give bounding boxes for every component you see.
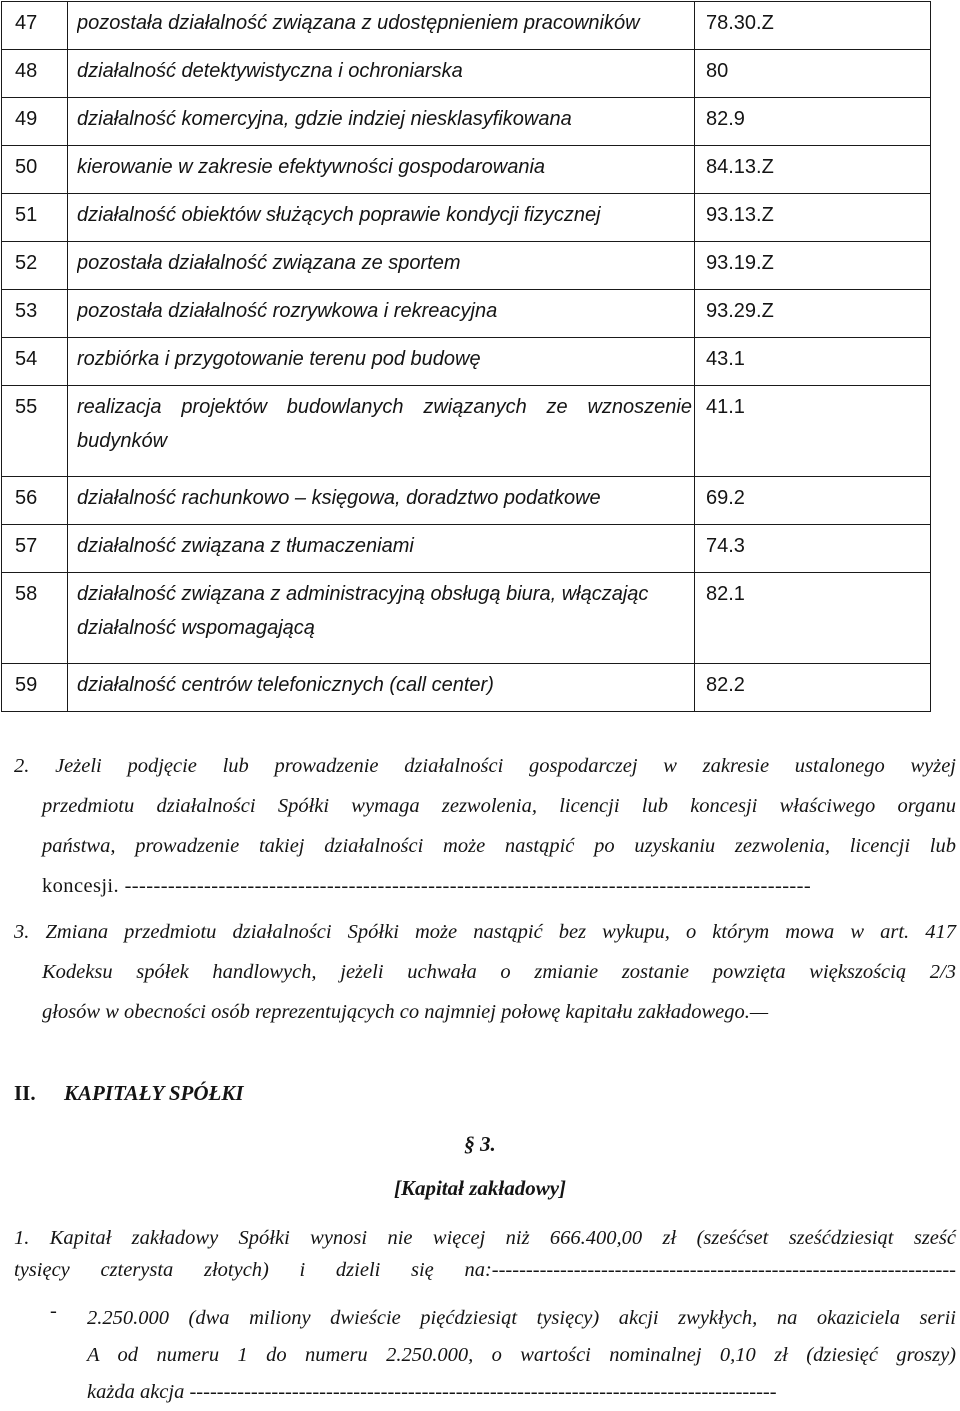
- activity-description-line: realizacja projektów budowlanych związanych ze wznoszenie: [77, 396, 692, 418]
- activity-description-line: działalność rachunkowo – księgowa, doradztwo podatkowe: [77, 487, 601, 509]
- row-number: 50: [2, 146, 68, 194]
- paragraph-capital-line: 1. Kapitał zakładowy Spółki wynosi nie więcej niż 666.400,00 zł (sześćset sześćdziesiąt sześć: [14, 1227, 956, 1249]
- activity-description: [68, 146, 695, 194]
- pkd-code: 84.13.Z: [695, 146, 931, 194]
- paragraph-capital: [14, 1218, 956, 1290]
- row-number: 49: [2, 98, 68, 146]
- chapter-number: II.: [14, 1081, 36, 1105]
- activity-description: [68, 573, 695, 664]
- paragraph-2: [14, 746, 956, 906]
- table-row: [2, 573, 931, 664]
- pkd-code: 41.1: [695, 386, 931, 477]
- pkd-code: 69.2: [695, 477, 931, 525]
- paragraph-3-line: 3. Zmiana przedmiotu działalności Spółki może nastąpić bez wykupu, o którym mowa w art. 417: [14, 921, 956, 943]
- row-number: 53: [2, 290, 68, 338]
- paragraph-3-line: Kodeksu spółek handlowych, jeżeli uchwała o zmianie zostanie powzięta większością 2/3: [42, 961, 956, 983]
- row-number: 47: [2, 2, 68, 50]
- activity-description: [68, 477, 695, 525]
- table-row: [2, 338, 931, 386]
- activity-description: [68, 2, 695, 50]
- paragraph-2-line: 2. Jeżeli podjęcie lub prowadzenie działalności gospodarczej w zakresie ustalonego wyżej: [14, 755, 956, 777]
- bullet-line: 2.250.000 (dwa miliony dwieście pięćdziesiąt tysięcy) akcji zwykłych, na okaziciela serii: [87, 1307, 956, 1329]
- activity-description-line: działalność związana z administracyjną obsługą biura, włączając: [77, 583, 649, 605]
- pkd-code: 78.30.Z: [695, 2, 931, 50]
- activity-description: [68, 290, 695, 338]
- table-row: [2, 664, 931, 712]
- table-row: [2, 386, 931, 477]
- section-title: [Kapitał zakładowy]: [393, 1176, 567, 1200]
- activity-description-line: działalność detektywistyczna i ochroniarska: [77, 60, 463, 82]
- pkd-code: 93.29.Z: [695, 290, 931, 338]
- row-number: 51: [2, 194, 68, 242]
- bullet-line: A od numeru 1 do numeru 2.250.000, o wartości nominalnej 0,10 zł (dziesięć groszy): [87, 1344, 956, 1366]
- paragraph-2-line: państwa, prowadzenie takiej działalności może nastąpić po uzyskaniu zezwolenia, licencji lub: [42, 835, 956, 857]
- activity-description-line: pozostała działalność związana ze sportem: [77, 252, 461, 274]
- activity-description-line: działalność związana z tłumaczeniami: [77, 535, 414, 557]
- pkd-code: 43.1: [695, 338, 931, 386]
- activity-description: [68, 664, 695, 712]
- activity-description-line: rozbiórka i przygotowanie terenu pod budowę: [77, 348, 481, 370]
- pkd-code: 93.13.Z: [695, 194, 931, 242]
- table-row: [2, 50, 931, 98]
- activity-description: [68, 98, 695, 146]
- activity-description-line: działalność komercyjna, gdzie indziej niesklasyfikowana: [77, 108, 572, 130]
- activity-description-line: działalność centrów telefonicznych (call center): [77, 674, 494, 696]
- table-row: [2, 477, 931, 525]
- pkd-code: 93.19.Z: [695, 242, 931, 290]
- activity-description: [68, 194, 695, 242]
- share-bullet: [40, 1300, 956, 1411]
- activity-description-line: budynków: [77, 430, 168, 452]
- activity-description: [68, 525, 695, 573]
- pkd-code: 82.9: [695, 98, 931, 146]
- activity-description-line: działalność obiektów służących poprawie kondycji fizycznej: [77, 204, 601, 226]
- bullet-mark: -: [50, 1300, 57, 1322]
- paragraph-2-line: przedmiotu działalności Spółki wymaga zezwolenia, licencji lub koncesji właściwego organu: [42, 795, 956, 817]
- paragraph-2-line: koncesji. -----------------------------------------------------------------------------------------------: [42, 875, 812, 897]
- table-row: [2, 146, 931, 194]
- pkd-code: 74.3: [695, 525, 931, 573]
- table-row: [2, 194, 931, 242]
- paragraph-3: [14, 912, 956, 1032]
- row-number: 52: [2, 242, 68, 290]
- activity-description: [68, 386, 695, 477]
- row-number: 59: [2, 664, 68, 712]
- row-number: 58: [2, 573, 68, 664]
- chapter-heading: [14, 1081, 244, 1106]
- table-row: [2, 525, 931, 573]
- activity-description-line: działalność wspomagającą: [77, 617, 315, 639]
- activity-description: [68, 50, 695, 98]
- activity-description: [68, 338, 695, 386]
- table-row: [2, 290, 931, 338]
- paragraph-3-line: głosów w obecności osób reprezentujących co najmniej połowę kapitału zakładowego.—: [42, 1001, 769, 1023]
- row-number: 57: [2, 525, 68, 573]
- table-row: [2, 242, 931, 290]
- bullet-line: każda akcja --------------------------------------------------------------------------------------: [87, 1381, 777, 1403]
- row-number: 55: [2, 386, 68, 477]
- activity-description: [68, 242, 695, 290]
- chapter-title: KAPITAŁY SPÓŁKI: [64, 1081, 244, 1105]
- pkd-code: 82.2: [695, 664, 931, 712]
- row-number: 54: [2, 338, 68, 386]
- row-number: 56: [2, 477, 68, 525]
- activity-description-line: pozostała działalność rozrywkowa i rekreacyjna: [77, 300, 498, 322]
- activity-description-line: kierowanie w zakresie efektywności gospodarowania: [77, 156, 546, 178]
- table-row: [2, 98, 931, 146]
- pkd-code: 82.1: [695, 573, 931, 664]
- pkd-code: 80: [695, 50, 931, 98]
- table-row: [2, 2, 931, 50]
- row-number: 48: [2, 50, 68, 98]
- section-number: § 3.: [464, 1132, 496, 1156]
- paragraph-capital-line: tysięcy czterysta złotych) i dzieli się na:--------------------------------------------------------------------: [14, 1259, 956, 1281]
- activity-description-line: pozostała działalność związana z udostępnieniem pracowników: [77, 12, 640, 34]
- business-activity-table: [1, 1, 931, 712]
